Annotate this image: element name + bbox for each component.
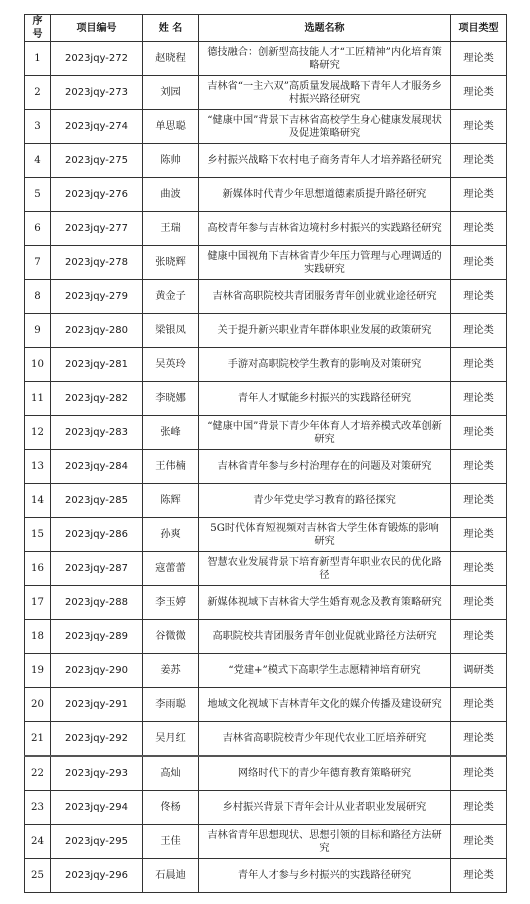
cell-num: 3 xyxy=(25,110,51,144)
cell-name: 刘园 xyxy=(143,76,199,110)
cell-title: 5G时代体育短视频对吉林省大学生体育锻炼的影响研究 xyxy=(199,518,451,552)
header-num: 序号 xyxy=(25,15,51,42)
cell-code: 2023jqy-279 xyxy=(51,280,143,314)
cell-title: “健康中国”背景下青少年体育人才培养模式改革创新研究 xyxy=(199,416,451,450)
cell-num: 7 xyxy=(25,246,51,280)
cell-code: 2023jqy-290 xyxy=(51,654,143,688)
cell-name: 高灿 xyxy=(143,756,199,791)
cell-name: 佟杨 xyxy=(143,791,199,825)
cell-name: 孙爽 xyxy=(143,518,199,552)
cell-type: 理论类 xyxy=(451,586,507,620)
cell-code: 2023jqy-278 xyxy=(51,246,143,280)
cell-type: 理论类 xyxy=(451,42,507,76)
cell-num: 21 xyxy=(25,722,51,757)
cell-title: “党建+”模式下高职学生志愿精神培育研究 xyxy=(199,654,451,688)
cell-name: 陈辉 xyxy=(143,484,199,518)
cell-code: 2023jqy-276 xyxy=(51,178,143,212)
cell-code: 2023jqy-273 xyxy=(51,76,143,110)
cell-code: 2023jqy-294 xyxy=(51,791,143,825)
cell-name: 王佳 xyxy=(143,825,199,859)
cell-type: 理论类 xyxy=(451,688,507,722)
cell-title: 高职院校共青团服务青年创业促就业路径方法研究 xyxy=(199,620,451,654)
table-row xyxy=(25,756,507,791)
cell-title: 地域文化视域下吉林青年文化的媒介传播及建设研究 xyxy=(199,688,451,722)
cell-code: 2023jqy-289 xyxy=(51,620,143,654)
cell-type: 理论类 xyxy=(451,144,507,178)
header-title: 选题名称 xyxy=(199,15,451,42)
table-row xyxy=(25,620,507,654)
cell-name: 张峰 xyxy=(143,416,199,450)
cell-type: 理论类 xyxy=(451,859,507,893)
table-row xyxy=(25,110,507,144)
cell-title: 高校青年参与吉林省边境村乡村振兴的实践路径研究 xyxy=(199,212,451,246)
cell-name: 李晓娜 xyxy=(143,382,199,416)
cell-num: 15 xyxy=(25,518,51,552)
cell-name: 李雨聪 xyxy=(143,688,199,722)
cell-code: 2023jqy-277 xyxy=(51,212,143,246)
cell-code: 2023jqy-293 xyxy=(51,756,143,791)
cell-code: 2023jqy-280 xyxy=(51,314,143,348)
cell-title: 乡村振兴背景下青年会计从业者职业发展研究 xyxy=(199,791,451,825)
cell-num: 14 xyxy=(25,484,51,518)
cell-num: 5 xyxy=(25,178,51,212)
cell-type: 理论类 xyxy=(451,791,507,825)
table-row xyxy=(25,484,507,518)
cell-type: 理论类 xyxy=(451,450,507,484)
cell-type: 理论类 xyxy=(451,348,507,382)
cell-title: 乡村振兴战略下农村电子商务青年人才培养路径研究 xyxy=(199,144,451,178)
cell-title: 吉林省青年思想现状、思想引领的目标和路径方法研究 xyxy=(199,825,451,859)
cell-num: 18 xyxy=(25,620,51,654)
cell-title: 健康中国视角下吉林省青少年压力管理与心理调适的实践研究 xyxy=(199,246,451,280)
cell-title: 青年人才参与乡村振兴的实践路径研究 xyxy=(199,859,451,893)
cell-code: 2023jqy-275 xyxy=(51,144,143,178)
cell-type: 理论类 xyxy=(451,76,507,110)
cell-title: 青年人才赋能乡村振兴的实践路径研究 xyxy=(199,382,451,416)
cell-title: 新媒体视域下吉林省大学生婚育观念及教育策略研究 xyxy=(199,586,451,620)
cell-code: 2023jqy-281 xyxy=(51,348,143,382)
table-row xyxy=(25,791,507,825)
cell-code: 2023jqy-292 xyxy=(51,722,143,757)
cell-code: 2023jqy-283 xyxy=(51,416,143,450)
cell-type: 理论类 xyxy=(451,280,507,314)
cell-type: 理论类 xyxy=(451,314,507,348)
table-row xyxy=(25,654,507,688)
cell-code: 2023jqy-284 xyxy=(51,450,143,484)
cell-type: 调研类 xyxy=(451,654,507,688)
cell-num: 11 xyxy=(25,382,51,416)
cell-title: 吉林省“一主六双”高质量发展战略下青年人才服务乡村振兴路径研究 xyxy=(199,76,451,110)
cell-name: 曲波 xyxy=(143,178,199,212)
table-row xyxy=(25,586,507,620)
cell-name: 吴月红 xyxy=(143,722,199,757)
cell-type: 理论类 xyxy=(451,246,507,280)
cell-title: 吉林省青年参与乡村治理存在的问题及对策研究 xyxy=(199,450,451,484)
cell-code: 2023jqy-286 xyxy=(51,518,143,552)
cell-name: 谷微微 xyxy=(143,620,199,654)
cell-type: 理论类 xyxy=(451,722,507,757)
cell-code: 2023jqy-272 xyxy=(51,42,143,76)
table-row xyxy=(25,144,507,178)
table-row xyxy=(25,825,507,859)
cell-code: 2023jqy-295 xyxy=(51,825,143,859)
cell-name: 单思聪 xyxy=(143,110,199,144)
cell-type: 理论类 xyxy=(451,178,507,212)
header-name: 姓 名 xyxy=(143,15,199,42)
cell-title: 智慧农业发展背景下培育新型青年职业农民的优化路径 xyxy=(199,552,451,586)
cell-code: 2023jqy-282 xyxy=(51,382,143,416)
cell-num: 6 xyxy=(25,212,51,246)
cell-num: 12 xyxy=(25,416,51,450)
cell-num: 17 xyxy=(25,586,51,620)
cell-name: 黄金子 xyxy=(143,280,199,314)
cell-name: 赵晓程 xyxy=(143,42,199,76)
cell-num: 13 xyxy=(25,450,51,484)
cell-num: 20 xyxy=(25,688,51,722)
table-row xyxy=(25,450,507,484)
table-row xyxy=(25,552,507,586)
cell-title: “健康中国”背景下吉林省高校学生身心健康发展现状及促进策略研究 xyxy=(199,110,451,144)
cell-type: 理论类 xyxy=(451,756,507,791)
cell-type: 理论类 xyxy=(451,212,507,246)
table-row xyxy=(25,76,507,110)
table-row xyxy=(25,382,507,416)
cell-title: 关于提升新兴职业青年群体职业发展的政策研究 xyxy=(199,314,451,348)
table-row xyxy=(25,518,507,552)
cell-type: 理论类 xyxy=(451,518,507,552)
cell-type: 理论类 xyxy=(451,552,507,586)
cell-code: 2023jqy-285 xyxy=(51,484,143,518)
cell-num: 22 xyxy=(25,756,51,791)
cell-title: 德技融合：创新型高技能人才“工匠精神”内化培育策略研究 xyxy=(199,42,451,76)
cell-name: 陈帅 xyxy=(143,144,199,178)
cell-num: 16 xyxy=(25,552,51,586)
cell-type: 理论类 xyxy=(451,110,507,144)
cell-name: 王瑞 xyxy=(143,212,199,246)
table-row xyxy=(25,416,507,450)
cell-name: 石晨迪 xyxy=(143,859,199,893)
cell-type: 理论类 xyxy=(451,484,507,518)
table-row xyxy=(25,688,507,722)
cell-name: 寇蕾蕾 xyxy=(143,552,199,586)
cell-type: 理论类 xyxy=(451,620,507,654)
cell-name: 李玉婷 xyxy=(143,586,199,620)
table-row xyxy=(25,212,507,246)
cell-num: 23 xyxy=(25,791,51,825)
cell-num: 4 xyxy=(25,144,51,178)
table-row xyxy=(25,246,507,280)
cell-num: 25 xyxy=(25,859,51,893)
cell-name: 王伟楠 xyxy=(143,450,199,484)
table-row xyxy=(25,178,507,212)
cell-type: 理论类 xyxy=(451,825,507,859)
cell-type: 理论类 xyxy=(451,382,507,416)
table-row xyxy=(25,280,507,314)
header-code: 项目编号 xyxy=(51,15,143,42)
cell-name: 梁银凤 xyxy=(143,314,199,348)
cell-code: 2023jqy-274 xyxy=(51,110,143,144)
cell-title: 手游对高职院校学生教育的影响及对策研究 xyxy=(199,348,451,382)
table-row xyxy=(25,42,507,76)
project-table xyxy=(24,14,507,893)
table-row xyxy=(25,348,507,382)
cell-num: 24 xyxy=(25,825,51,859)
cell-title: 吉林省高职院校青少年现代农业工匠培养研究 xyxy=(199,722,451,757)
cell-name: 吴英玲 xyxy=(143,348,199,382)
cell-code: 2023jqy-287 xyxy=(51,552,143,586)
cell-name: 张晓辉 xyxy=(143,246,199,280)
table-row xyxy=(25,859,507,893)
cell-title: 青少年党史学习教育的路径探究 xyxy=(199,484,451,518)
cell-type: 理论类 xyxy=(451,416,507,450)
cell-num: 19 xyxy=(25,654,51,688)
cell-num: 1 xyxy=(25,42,51,76)
header-type: 项目类型 xyxy=(451,15,507,42)
cell-code: 2023jqy-288 xyxy=(51,586,143,620)
cell-num: 8 xyxy=(25,280,51,314)
cell-num: 2 xyxy=(25,76,51,110)
table-header-row xyxy=(25,15,507,42)
cell-title: 新媒体时代青少年思想道德素质提升路径研究 xyxy=(199,178,451,212)
cell-num: 9 xyxy=(25,314,51,348)
cell-name: 姜苏 xyxy=(143,654,199,688)
cell-title: 吉林省高职院校共青团服务青年创业就业途径研究 xyxy=(199,280,451,314)
table-row xyxy=(25,722,507,757)
cell-code: 2023jqy-296 xyxy=(51,859,143,893)
cell-num: 10 xyxy=(25,348,51,382)
cell-code: 2023jqy-291 xyxy=(51,688,143,722)
cell-title: 网络时代下的青少年德育教育策略研究 xyxy=(199,756,451,791)
table-row xyxy=(25,314,507,348)
